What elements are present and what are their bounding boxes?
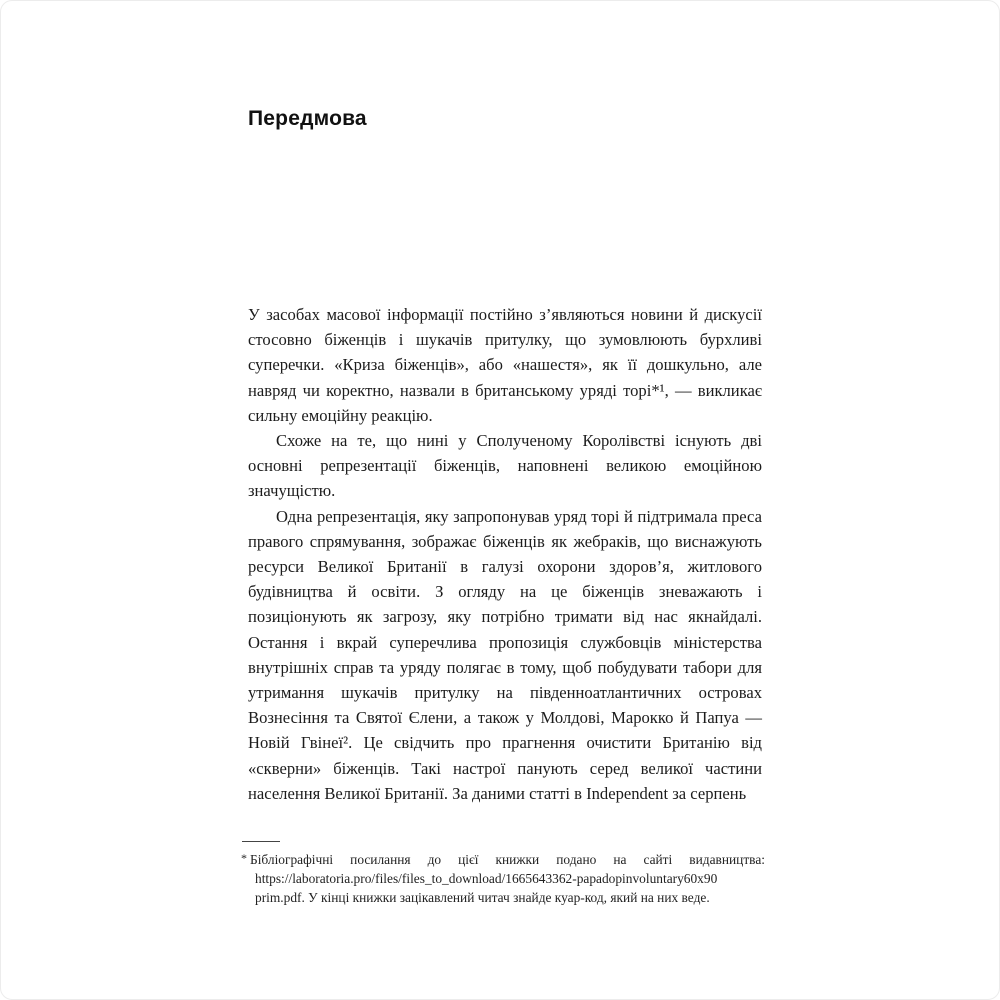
body-paragraph: Одна репрезентація, яку запропонував уряд торі й підтримала преса правого спрямування, зображає біженців як жебраків, що виснажують ресурси Великої Британії в галузі охорони здоров’я, житлового будівництва й освіти. З огляду на це біженців зневажають і позиціонують як загрозу, яку потрібно тримати від нас якнайдалі. Остання і вкрай суперечлива пропозиція службовців міністерства внутрішніх справ та уряду полягає в тому, щоб побудувати табори для утримання шукачів притулку на південноатлантичних островах Вознесіння та Святої Єлени, а також у Молдові, Марокко й Папуа — Новій Гвінеї². Це свідчить про прагнення очистити Британію від «скверни» біженців. Такі настрої панують серед великої частини населення Великої Британії. За даними статті в Independent за серпень: [248, 506, 762, 803]
footnote-marker: *: [241, 851, 247, 865]
footnote-text-block: [241, 849, 765, 907]
body-paragraph: Схоже на те, що нині у Сполученому Королівстві існують дві основні репрезентації біженців, наповнені великою емоційною значущістю.: [248, 431, 762, 501]
footnote-rule: [242, 841, 280, 842]
footnote-section: [241, 841, 765, 907]
body-paragraph: У засобах масової інформації постійно з’являються новини й дискусії стосовно біженців і шукачів притулку, що зумовлюють бурхливі суперечки. «Криза біженців», або «нашестя», як її дошкульно, але навряд чи коректно, назвали в британському уряді торі*¹, — викликає сильну емоційну реакцію.: [248, 305, 762, 425]
footnote-text: Бібліографічні посилання до цієї книжки подано на сайті видавництва: https://laboratoria.pro/files/files_to_download/1665643362-papadopinvoluntary60x90 prim.pdf. У кінці книжки зацікавлений читач знайде куар-код, який на них веде.: [250, 852, 765, 905]
body-text-block: [248, 302, 762, 806]
page-title: Передмова: [248, 107, 367, 131]
